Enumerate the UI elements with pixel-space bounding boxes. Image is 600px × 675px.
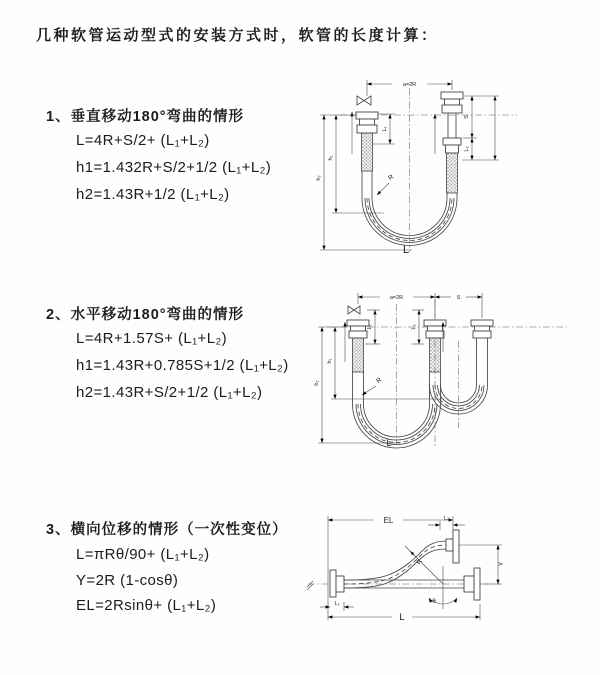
formula-1-length: L=4R+S/2+ (L₁+L₂) [76,132,210,149]
angle-construction [405,546,458,605]
formula-3-length: L=πRθ/90+ (L₁+L₂) [76,546,210,563]
formula-1-h2: h2=1.43R+1/2 (L₁+L₂) [76,186,230,203]
formula-3-el: EL=2Rsinθ+ (L₁+L₂) [76,597,217,614]
radius-label: R [415,558,424,567]
right-fitting [441,92,463,193]
stroke-label: S [456,295,461,301]
movement-arrow-left [350,112,353,154]
diagram-horizontal-180-bend [312,286,597,458]
span-label: a=2R [389,295,404,301]
hose-u-bend [362,171,457,246]
fitting-left-label: L₁ [367,324,373,330]
centerline-break-mark [307,581,313,590]
dimension-offset [481,545,505,584]
height-inner-label: h₁ [328,155,334,161]
hose-centerline [344,545,446,584]
span-label: a=2R [402,82,417,88]
movement-arrow-right [433,114,436,154]
radius-label: R [387,173,396,182]
movement-arrow-left [343,322,346,362]
height-outer-label: h₂ [316,175,322,181]
hatched-hose-section [353,338,364,372]
section-2-heading: 2、水平移动180°弯曲的情形 [46,307,245,323]
fitting-mid-label: L₂ [411,324,417,330]
section-3-heading: 3、横向位移的情形（一次性变位） [46,522,288,538]
formula-2-length: L=4R+1.57S+ (L₁+L₂) [76,330,228,347]
hose-s-curve [344,541,446,588]
hatched-hose-section [430,338,441,372]
left-fitting [356,112,378,171]
extended-length-label: EL [383,516,394,525]
height-outer-label: h₂ [314,380,320,386]
valve-icon [348,306,360,314]
hose-u-bend-original [353,372,441,448]
angle-label: θ [432,598,436,605]
length-label: L [402,244,410,256]
formula-3-y: Y=2R (1-cosθ) [76,572,179,589]
height-inner-label: h₁ [327,358,333,364]
fitting-right-label: L₂ [464,146,470,152]
top-flange-displaced [446,530,502,563]
right-fitting [471,320,493,338]
offset-label: Y [498,561,505,567]
hatched-hose-section [362,133,373,171]
length-label: L [386,438,392,449]
length-label: L [399,612,405,623]
formula-2-h1: h1=1.43R+0.785S+1/2 (L₁+L₂) [76,357,289,374]
dimension-fitting-right [428,516,465,531]
radius-callout [376,173,395,196]
left-fitting [347,320,369,372]
radius-label: R [375,376,384,385]
fitting-right-label: L₂ [443,515,450,522]
left-flange [330,570,344,597]
page-title: 几种软管运动型式的安装方式时，软管的长度计算： [36,27,439,44]
section-1-heading: 1、垂直移动180°弯曲的情形 [46,109,245,125]
dimension-heights [314,327,442,443]
right-flange [464,568,480,600]
formula-2-h2: h2=1.43R+S/2+1/2 (L₁+L₂) [76,384,263,401]
diagram-lateral-displacement [300,506,595,646]
fitting-left-label: L₁ [382,126,388,132]
stroke-label: S [464,115,470,119]
hatched-hose-section [447,153,458,193]
dimension-fitting-left [320,601,354,611]
radius-callout [361,376,383,396]
valve-icon [357,96,371,105]
fitting-left-label: L₁ [334,601,340,607]
diagram-vertical-180-bend [312,76,582,256]
dimension-stroke-right [462,96,499,160]
formula-1-h1: h1=1.432R+S/2+1/2 (L₁+L₂) [76,159,272,176]
